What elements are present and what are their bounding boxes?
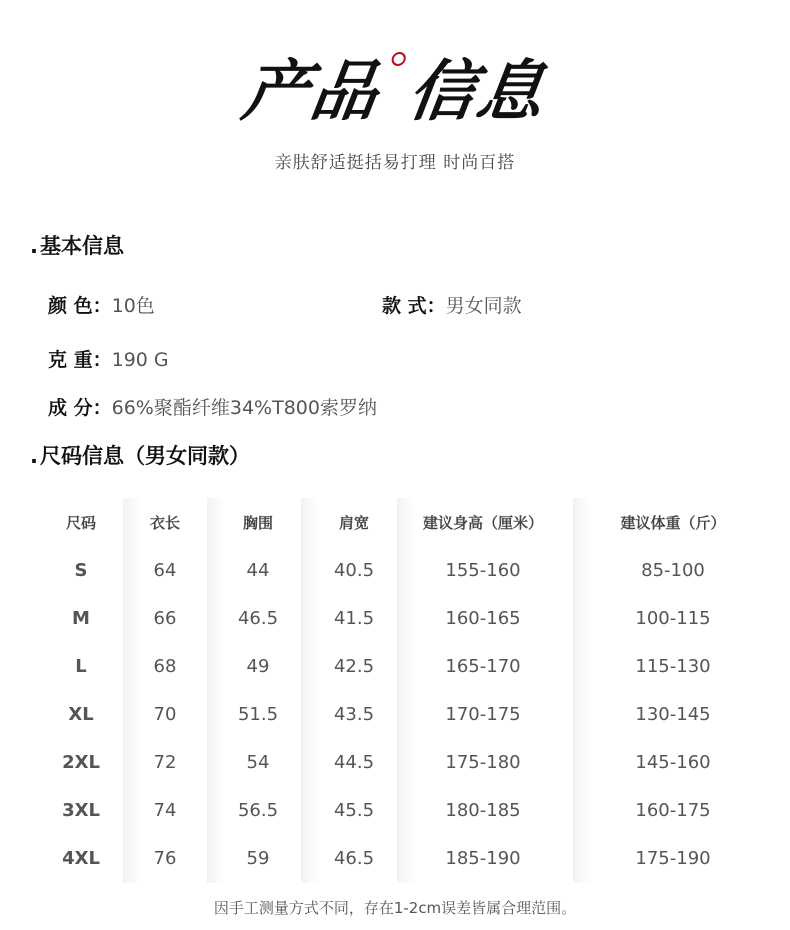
- size-label-cell: 4XL: [62, 848, 100, 869]
- table-cell: 72: [153, 752, 177, 773]
- basic-info-heading-text: 基本信息: [39, 234, 124, 258]
- table-cell: 43.5: [333, 704, 375, 725]
- column-divider: [123, 498, 141, 883]
- table-cell: 51.5: [237, 704, 279, 725]
- table-cell: 76: [153, 848, 177, 869]
- color-row: [48, 291, 155, 318]
- column-divider: [397, 498, 415, 883]
- table-cell: 155-160: [445, 560, 521, 581]
- table-cell: 68: [153, 656, 177, 677]
- table-header-cell: 肩宽: [338, 514, 370, 532]
- table-cell: 42.5: [333, 656, 375, 677]
- table-cell: 165-170: [445, 656, 521, 677]
- table-header-cell: 尺码: [65, 514, 97, 532]
- table-cell: 59: [246, 848, 270, 869]
- table-cell: 185-190: [445, 848, 521, 869]
- table-cell: 44: [246, 560, 270, 581]
- page-title: [0, 38, 790, 130]
- table-cell: 44.5: [333, 752, 375, 773]
- size-label-cell: S: [74, 560, 88, 581]
- size-label-cell: M: [72, 608, 90, 629]
- table-header-cell: 衣长: [149, 514, 181, 532]
- column-divider: [573, 498, 591, 883]
- table-cell: 70: [153, 704, 177, 725]
- table-cell: 175-180: [445, 752, 521, 773]
- size-info-heading-text: 尺码信息（男女同款）: [39, 444, 250, 468]
- table-cell: 45.5: [333, 800, 375, 821]
- composition-value: 66%聚酯纤维34%T800索罗纳: [111, 397, 377, 419]
- column-divider: [207, 498, 225, 883]
- title-right: 信息: [403, 52, 551, 130]
- color-label: 颜 色：: [48, 295, 112, 317]
- table-header-cell: 胸围: [242, 514, 274, 532]
- table-cell: 41.5: [333, 608, 375, 629]
- page-subtitle: 亲肤舒适挺括易打理 时尚百搭: [274, 153, 516, 173]
- table-cell: 160-175: [635, 800, 711, 821]
- style-value: 男女同款: [445, 295, 522, 317]
- table-cell: 49: [246, 656, 270, 677]
- table-cell: 175-190: [635, 848, 711, 869]
- color-value: 10色: [111, 295, 155, 317]
- column-divider: [301, 498, 319, 883]
- composition-label: 成 分：: [48, 397, 112, 419]
- table-cell: 46.5: [237, 608, 279, 629]
- size-label-cell: 3XL: [62, 800, 100, 821]
- table-cell: 85-100: [641, 560, 705, 581]
- table-cell: 180-185: [445, 800, 521, 821]
- style-label: 款 式：: [382, 295, 446, 317]
- bullet-dot-icon: .: [30, 234, 38, 258]
- measurement-footnote: 因手工测量方式不同，存在1-2cm误差皆属合理范围。: [213, 899, 577, 917]
- table-cell: 74: [153, 800, 177, 821]
- title-circle-icon: [391, 52, 407, 66]
- table-cell: 160-165: [445, 608, 521, 629]
- size-info-heading: [30, 440, 250, 470]
- table-cell: 100-115: [635, 608, 711, 629]
- table-cell: 64: [153, 560, 177, 581]
- table-cell: 56.5: [237, 800, 279, 821]
- bullet-dot-icon: .: [30, 444, 38, 468]
- table-header-cell: 建议身高（厘米）: [422, 514, 544, 532]
- size-table: [45, 498, 765, 883]
- basic-info-heading: [30, 230, 124, 260]
- table-cell: 130-145: [635, 704, 711, 725]
- size-label-cell: XL: [68, 704, 94, 725]
- weight-row: [48, 345, 169, 372]
- weight-label: 克 重：: [48, 349, 112, 371]
- size-label-cell: 2XL: [62, 752, 100, 773]
- table-cell: 46.5: [333, 848, 375, 869]
- style-row: [382, 291, 522, 318]
- table-cell: 54: [246, 752, 270, 773]
- table-cell: 40.5: [333, 560, 375, 581]
- table-cell: 115-130: [635, 656, 711, 677]
- table-header-cell: 建议体重（斤）: [620, 514, 726, 532]
- table-cell: 170-175: [445, 704, 521, 725]
- table-cell: 145-160: [635, 752, 711, 773]
- table-cell: 66: [153, 608, 177, 629]
- size-label-cell: L: [75, 656, 87, 677]
- composition-row: [48, 393, 377, 420]
- weight-value: 190 G: [111, 349, 169, 371]
- title-left: 产品: [237, 52, 385, 130]
